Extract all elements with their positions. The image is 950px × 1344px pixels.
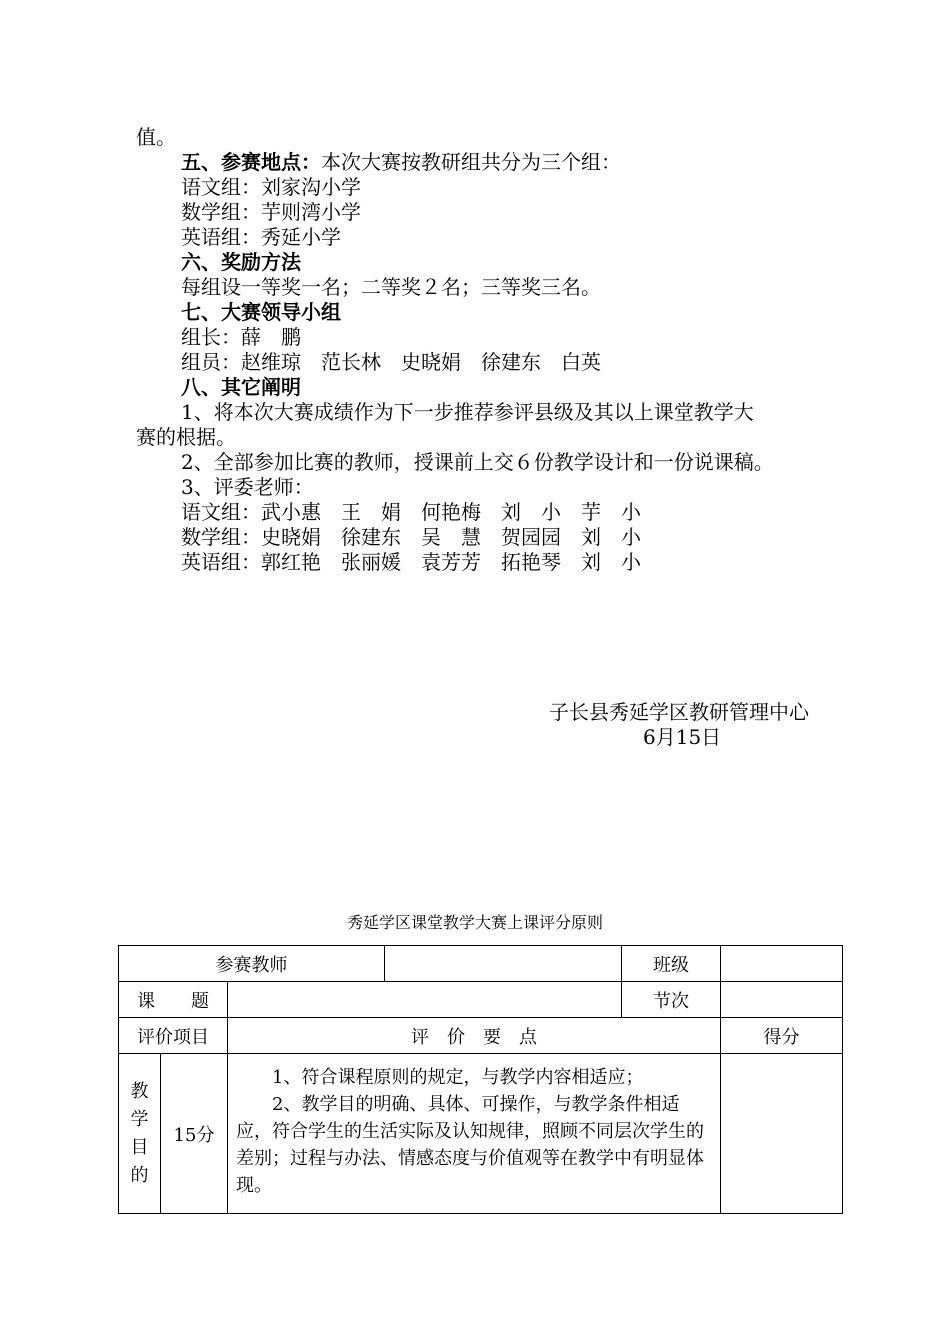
leader-text: 组长：薛 鹏: [181, 325, 301, 349]
period-field[interactable]: [721, 982, 843, 1018]
period-label: 节次: [622, 982, 721, 1018]
scoring-table: [118, 945, 843, 1214]
teacher-field[interactable]: [385, 946, 622, 982]
section-heading-8: 八、其它阐明: [181, 375, 301, 399]
topic-label: 课 题: [119, 982, 228, 1018]
section-heading-5: [181, 150, 621, 175]
class-label: 班级: [622, 946, 721, 982]
location-english: 英语组：秀延小学: [181, 225, 341, 249]
signature-date: 6月15日: [643, 725, 722, 749]
row-item-name: 教学目的: [119, 1054, 161, 1214]
heading-label: 五、参赛地点：: [181, 150, 321, 174]
location-math: 数学组：芋则湾小学: [181, 200, 361, 224]
judges-chinese: 语文组：武小惠 王 娟 何艳梅 刘 小 芋 小: [181, 500, 641, 524]
note-3: 3、评委老师：: [181, 475, 314, 499]
judges-math: 数学组：史晓娟 徐建东 吴 慧 贺园园 刘 小: [181, 525, 641, 549]
topic-field[interactable]: [228, 982, 622, 1018]
row-criteria: [228, 1054, 721, 1214]
note-1: 1、将本次大赛成绩作为下一步推荐参评县级及其以上课堂教学大: [181, 400, 754, 424]
teacher-label: 参赛教师: [119, 946, 385, 982]
heading-text: 本次大赛按教研组共分为三个组：: [321, 150, 621, 174]
criteria-2: 2、教学目的明确、具体、可操作，与教学条件相适应，符合学生的生活实际及认知规律，照顾不同层次学生的差别；过程与办法、情感态度与价值观等在教学中有明显体现。: [236, 1094, 704, 1196]
members-text: 组员：赵维琼 范长林 史晓娟 徐建东 白英: [181, 350, 601, 374]
section-heading-6: 六、奖励方法: [181, 250, 301, 274]
criteria-1: 1、符合课程原则的规定，与教学内容相适应；: [272, 1067, 644, 1088]
points-header: 评 价 要 点: [228, 1018, 721, 1054]
signature-org: 子长县秀延学区教研管理中心: [549, 700, 809, 724]
note-2: 2、全部参加比赛的教师，授课前上交６份教学设计和一份说课稿。: [181, 450, 774, 474]
reward-text: 每组设一等奖一名；二等奖２名；三等奖三名。: [181, 275, 601, 299]
item-header: 评价项目: [119, 1018, 228, 1054]
row-points-value: 15分: [161, 1054, 228, 1214]
row-score-field[interactable]: [721, 1054, 843, 1214]
table-title: 秀延学区课堂教学大赛上课评分原则: [346, 913, 603, 932]
note-1-continued: 赛的根据。: [136, 425, 236, 449]
judges-english: 英语组：郭红艳 张丽媛 袁芳芳 拓艳琴 刘 小: [181, 550, 641, 574]
section-heading-7: 七、大赛领导小组: [181, 300, 341, 324]
location-chinese: 语文组：刘家沟小学: [181, 175, 361, 199]
score-header: 得分: [721, 1018, 843, 1054]
class-field[interactable]: [721, 946, 843, 982]
text-line: 值。: [136, 125, 176, 149]
